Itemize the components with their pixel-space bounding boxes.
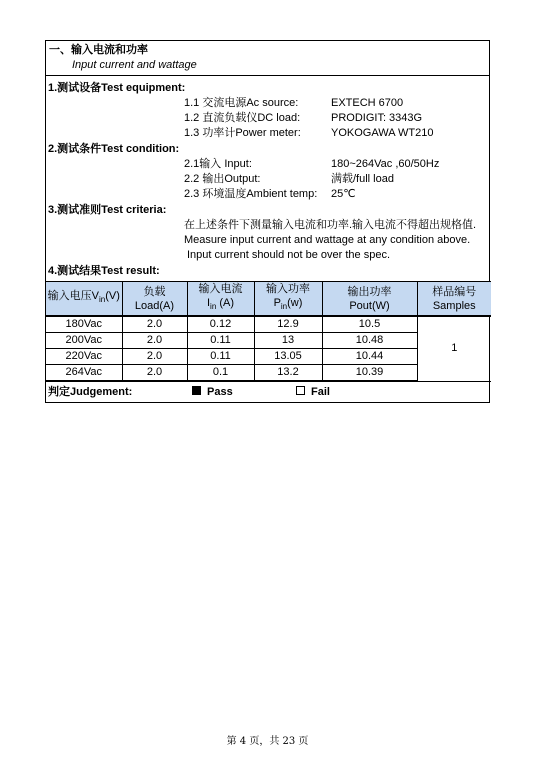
cell-vin: 264Vac	[46, 365, 122, 382]
equipment-value: YOKOGAWA WT210	[331, 127, 434, 139]
equipment-row	[46, 111, 489, 126]
condition-label: 2.3 环境温度Ambient temp:	[184, 188, 318, 200]
cell-pout: 10.5	[322, 316, 417, 333]
cell-load: 2.0	[122, 349, 187, 365]
header-pin: 输入功率 $P_{in}(w)$	[254, 282, 322, 317]
criteria-heading: 3.测试准则Test criteria:	[48, 204, 167, 216]
criteria-text-en: Measure input current and wattage at any condition above.	[184, 234, 471, 246]
equipment-heading: 1.测试设备Test equipment:	[48, 82, 186, 94]
equipment-label: 1.3 功率计Power meter:	[184, 127, 301, 139]
header-load: 负载 Load(A)	[122, 282, 187, 317]
cell-sample-no: 1	[417, 316, 491, 381]
condition-block	[46, 141, 489, 202]
cell-load: 2.0	[122, 316, 187, 333]
header-samples: 样品编号 Samples	[417, 282, 491, 317]
cell-pout: 10.44	[322, 349, 417, 365]
cell-vin: 200Vac	[46, 333, 122, 349]
table-row	[46, 316, 491, 333]
cell-pout: 10.39	[322, 365, 417, 382]
table-header-row	[46, 282, 491, 317]
condition-row	[46, 187, 489, 202]
condition-label: 2.1输入 Input:	[184, 158, 252, 170]
result-heading: 4.测试结果Test result:	[48, 265, 160, 277]
pass-label: Pass	[207, 386, 233, 398]
equipment-row	[46, 126, 489, 141]
condition-value: 180~264Vac ,60/50Hz	[331, 158, 440, 170]
equipment-value: PRODIGIT: 3343G	[331, 112, 423, 124]
unchecked-box-icon	[296, 386, 305, 395]
cell-pin: 12.9	[254, 316, 322, 333]
header-pout: 输出功率 Pout(W)	[322, 282, 417, 317]
result-table	[46, 281, 491, 382]
fail-label: Fail	[311, 386, 330, 398]
condition-value: 满载/full load	[331, 173, 394, 185]
condition-heading: 2.测试条件Test condition:	[48, 143, 180, 155]
condition-value: 25℃	[331, 188, 356, 200]
equipment-label: 1.1 交流电源Ac source:	[184, 97, 299, 109]
checked-box-icon	[192, 386, 201, 395]
page-footer: 第 4 页，共 23 页	[226, 736, 309, 747]
judgement-label: 判定Judgement:	[48, 386, 133, 398]
equipment-value: EXTECH 6700	[331, 97, 404, 109]
condition-row	[46, 172, 489, 187]
cell-vin: 220Vac	[46, 349, 122, 365]
cell-iin: 0.1	[187, 365, 254, 382]
cell-vin: 180Vac	[46, 316, 122, 333]
header-vin: 输入电压$V_{in}(V)$	[46, 282, 122, 317]
section-title: 一、输入电流和功率	[49, 44, 148, 56]
test-report-sheet	[45, 40, 490, 403]
cell-load: 2.0	[122, 333, 187, 349]
cell-iin: 0.11	[187, 333, 254, 349]
criteria-text-cn: 在上述条件下测量输入电流和功率.输入电流不得超出规格值.	[184, 219, 477, 231]
cell-pin: 13.2	[254, 365, 322, 382]
cell-pin: 13.05	[254, 349, 322, 365]
section-subtitle: Input current and wattage	[46, 57, 489, 76]
judgement-row	[46, 382, 489, 402]
criteria-block	[46, 202, 489, 263]
equipment-label: 1.2 直流负载仪DC load:	[184, 112, 301, 124]
criteria-text-en-2: Input current should not be over the spec.	[187, 249, 391, 261]
cell-iin: 0.12	[187, 316, 254, 333]
cell-pin: 13	[254, 333, 322, 349]
cell-pout: 10.48	[322, 333, 417, 349]
equipment-block	[46, 80, 489, 141]
cell-iin: 0.11	[187, 349, 254, 365]
condition-label: 2.2 输出Output:	[184, 173, 261, 185]
pass-option	[192, 382, 233, 402]
header-iin: 输入电流 $I_{in}$ (A)	[187, 282, 254, 317]
fail-option	[296, 382, 330, 402]
result-block	[46, 263, 489, 382]
cell-load: 2.0	[122, 365, 187, 382]
equipment-row	[46, 96, 489, 111]
condition-row	[46, 157, 489, 172]
